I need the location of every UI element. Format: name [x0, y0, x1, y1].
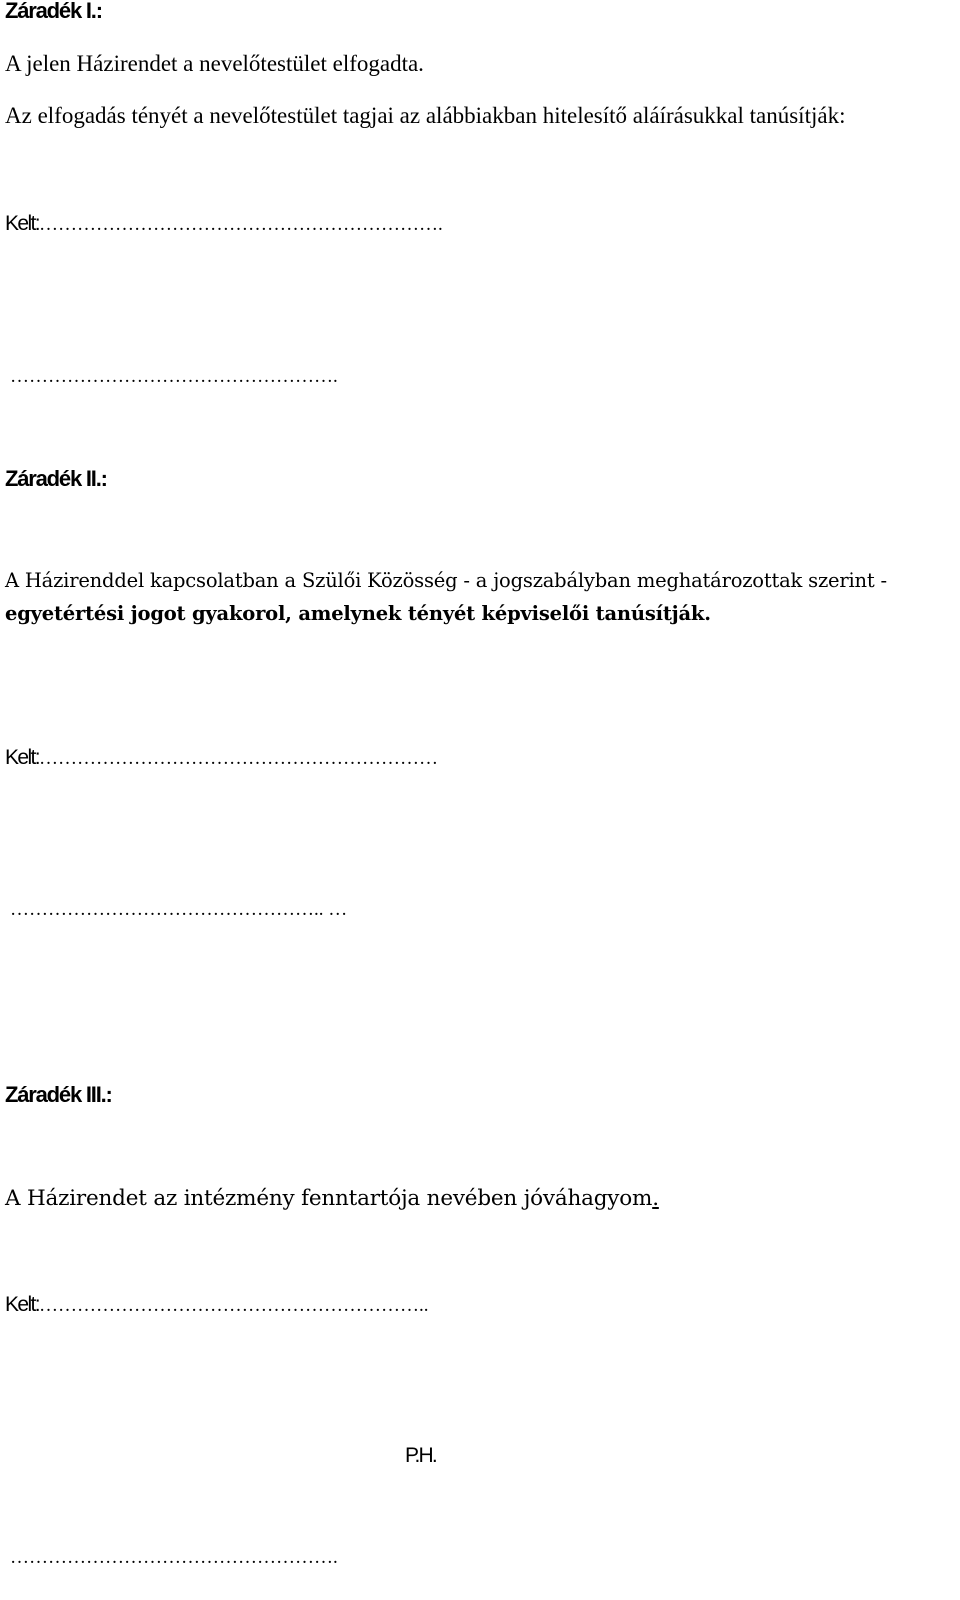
clause2-date-dots: ……………………………………………………… — [39, 748, 439, 769]
clause3-heading: Záradék III.: — [5, 1082, 112, 1107]
clause2-signature-line: ………………………………………….. … — [10, 899, 348, 920]
clause1-signature-line: ……………………………………………. — [10, 366, 338, 387]
clause2-line2: egyetértési jogot gyakorol, amelynek tényét képviselői tanúsítják. — [5, 602, 711, 625]
clause3-date-line — [5, 1293, 429, 1317]
clause3-line1-period: . — [652, 1186, 659, 1211]
clause2-line1: A Házirenddel kapcsolatban a Szülői Közösség - a jogszabályban meghatározottak szerint - — [5, 569, 887, 592]
clause3-line1-text: A Házirendet az intézmény fenntartója nevében jóváhagyom — [5, 1186, 653, 1211]
clause2-heading: Záradék II.: — [5, 466, 107, 491]
clause3-signature-line: ……………………………………………. — [10, 1547, 338, 1568]
clause1-line1: A jelen Házirendet a nevelőtestület elfogadta. — [5, 51, 424, 76]
clause2-date-line — [5, 746, 438, 770]
stamp-label: P.H. — [405, 1444, 436, 1467]
clause3-line1 — [5, 1186, 659, 1211]
clause1-heading: Záradék I.: — [5, 0, 102, 23]
clause3-date-dots: …………………………………………………….. — [39, 1295, 429, 1316]
clause2-date-label: Kelt: — [5, 746, 40, 769]
clause1-date-dots: ………………………………………………………. — [39, 214, 443, 235]
clause1-date-line — [5, 212, 443, 236]
clause1-line2: Az elfogadás tényét a nevelőtestület tagjai az alábbiakban hitelesítő aláírásukkal tanúsítják: — [5, 103, 846, 128]
clause1-date-label: Kelt: — [5, 212, 40, 235]
clause3-date-label: Kelt: — [5, 1293, 40, 1316]
